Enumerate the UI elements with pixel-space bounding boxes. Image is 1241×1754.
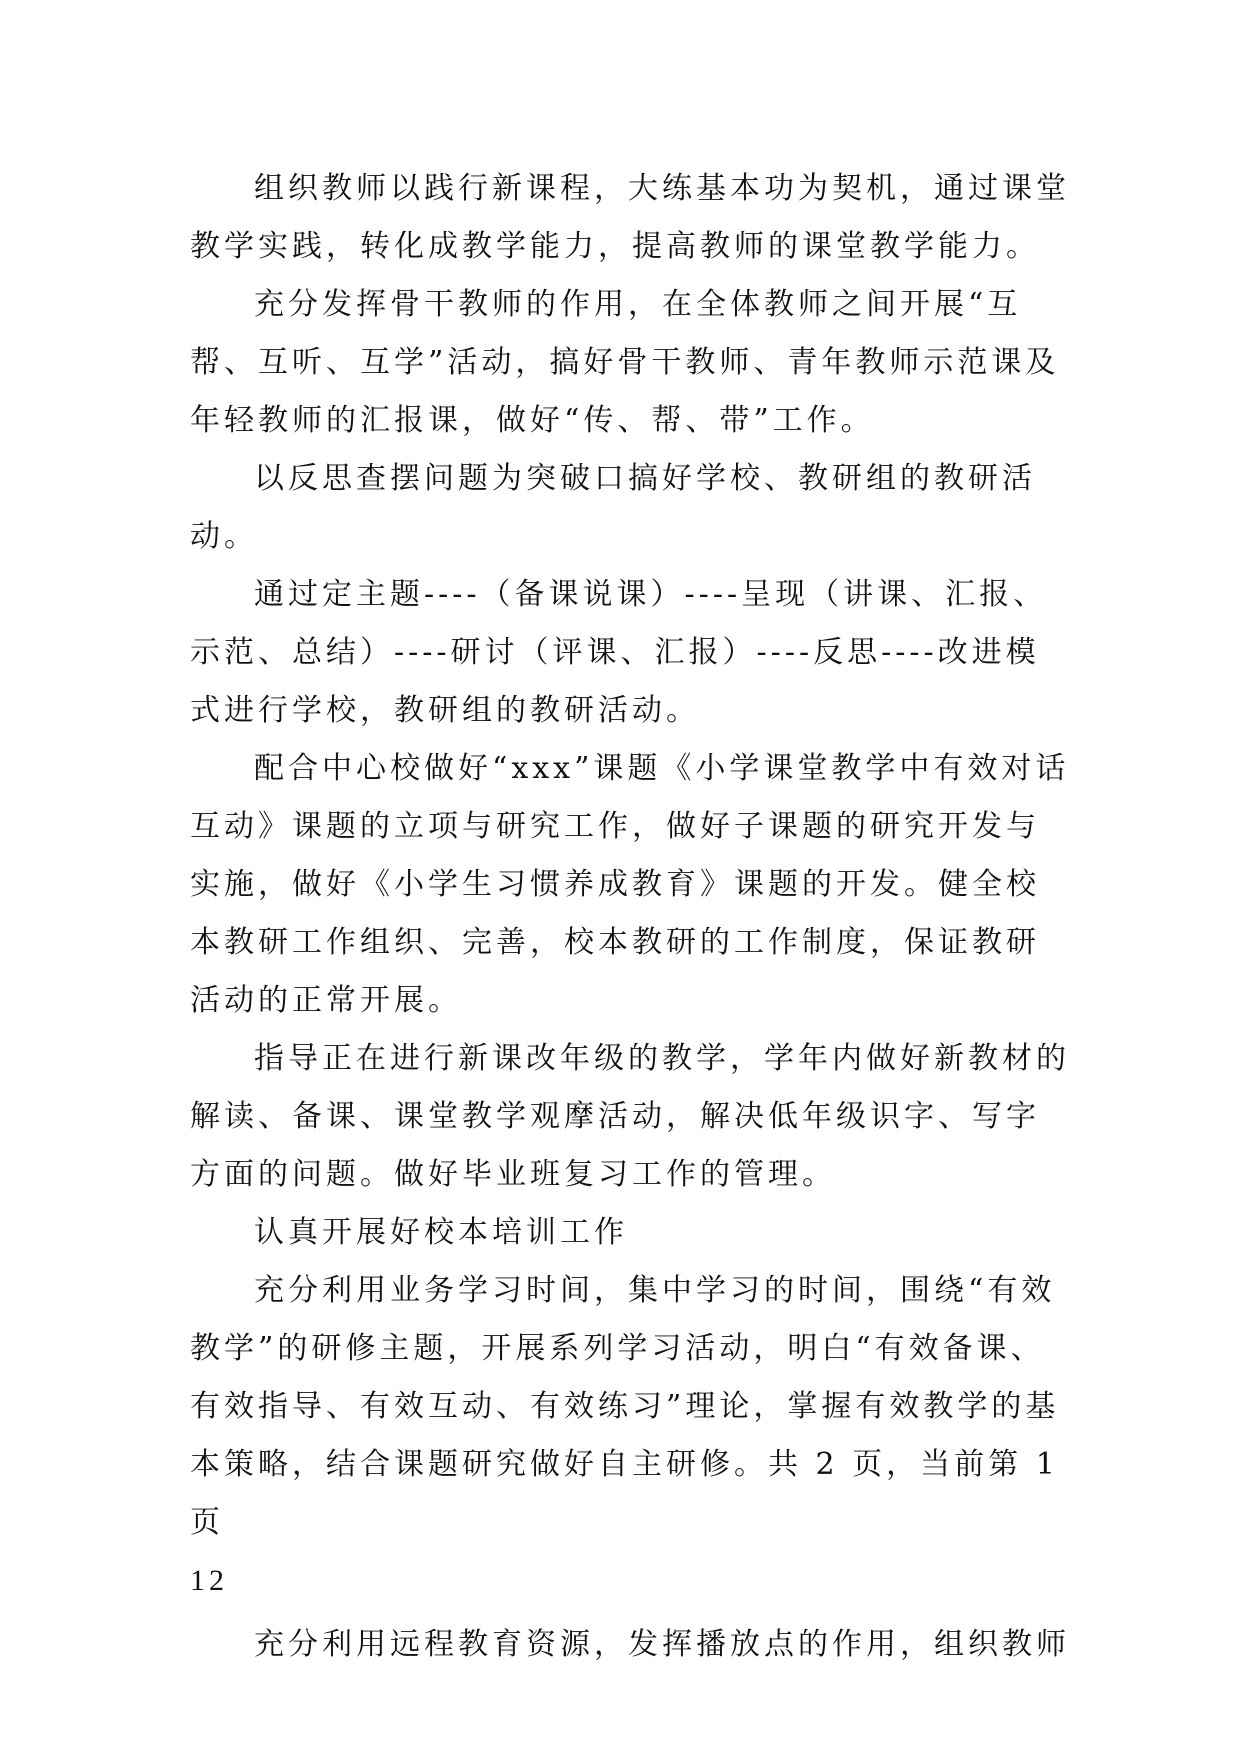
paragraph: 配合中心校做好“xxx”课题《小学课堂教学中有效对话互动》课题的立项与研究工作，做好子课题的研究开发与实施，做好《小学生习惯养成教育》课题的开发。健全校本教研工作组织、完善，校本教研的工作制度，保证教研活动的正常开展。	[190, 751, 1070, 1018]
paragraph: 充分利用远程教育资源，发挥播放点的作用，组织教师	[254, 1627, 1070, 1662]
document-body	[190, 160, 1070, 1674]
paragraph: 以反思查摆问题为突破口搞好学校、教研组的教研活动。	[190, 461, 1036, 554]
paragraph: 组织教师以践行新课程，大练基本功为契机，通过课堂教学实践，转化成教学能力，提高教师的课堂教学能力。	[190, 171, 1070, 264]
paragraph: 充分发挥骨干教师的作用，在全体教师之间开展“互帮、互听、互学”活动，搞好骨干教师、青年教师示范课及年轻教师的汇报课，做好“传、帮、带”工作。	[190, 287, 1060, 438]
paragraph: 充分利用业务学习时间，集中学习的时间，围绕“有效教学”的研修主题，开展系列学习活动，明白“有效备课、有效指导、有效互动、有效练习”理论，掌握有效教学的基本策略，结合课题研究做好自主研修。共 2 页，当前第 1 页	[190, 1273, 1060, 1540]
page-number: 12	[190, 1564, 228, 1597]
paragraph: 通过定主题----（备课说课）----呈现（讲课、汇报、示范、总结）----研讨（评课、汇报）----反思----改进模式进行学校，教研组的教研活动。	[190, 577, 1048, 728]
paragraph: 指导正在进行新课改年级的教学，学年内做好新教材的解读、备课、课堂教学观摩活动，解决低年级识字、写字方面的问题。做好毕业班复习工作的管理。	[190, 1041, 1070, 1192]
paragraph: 认真开展好校本培训工作	[254, 1215, 628, 1250]
